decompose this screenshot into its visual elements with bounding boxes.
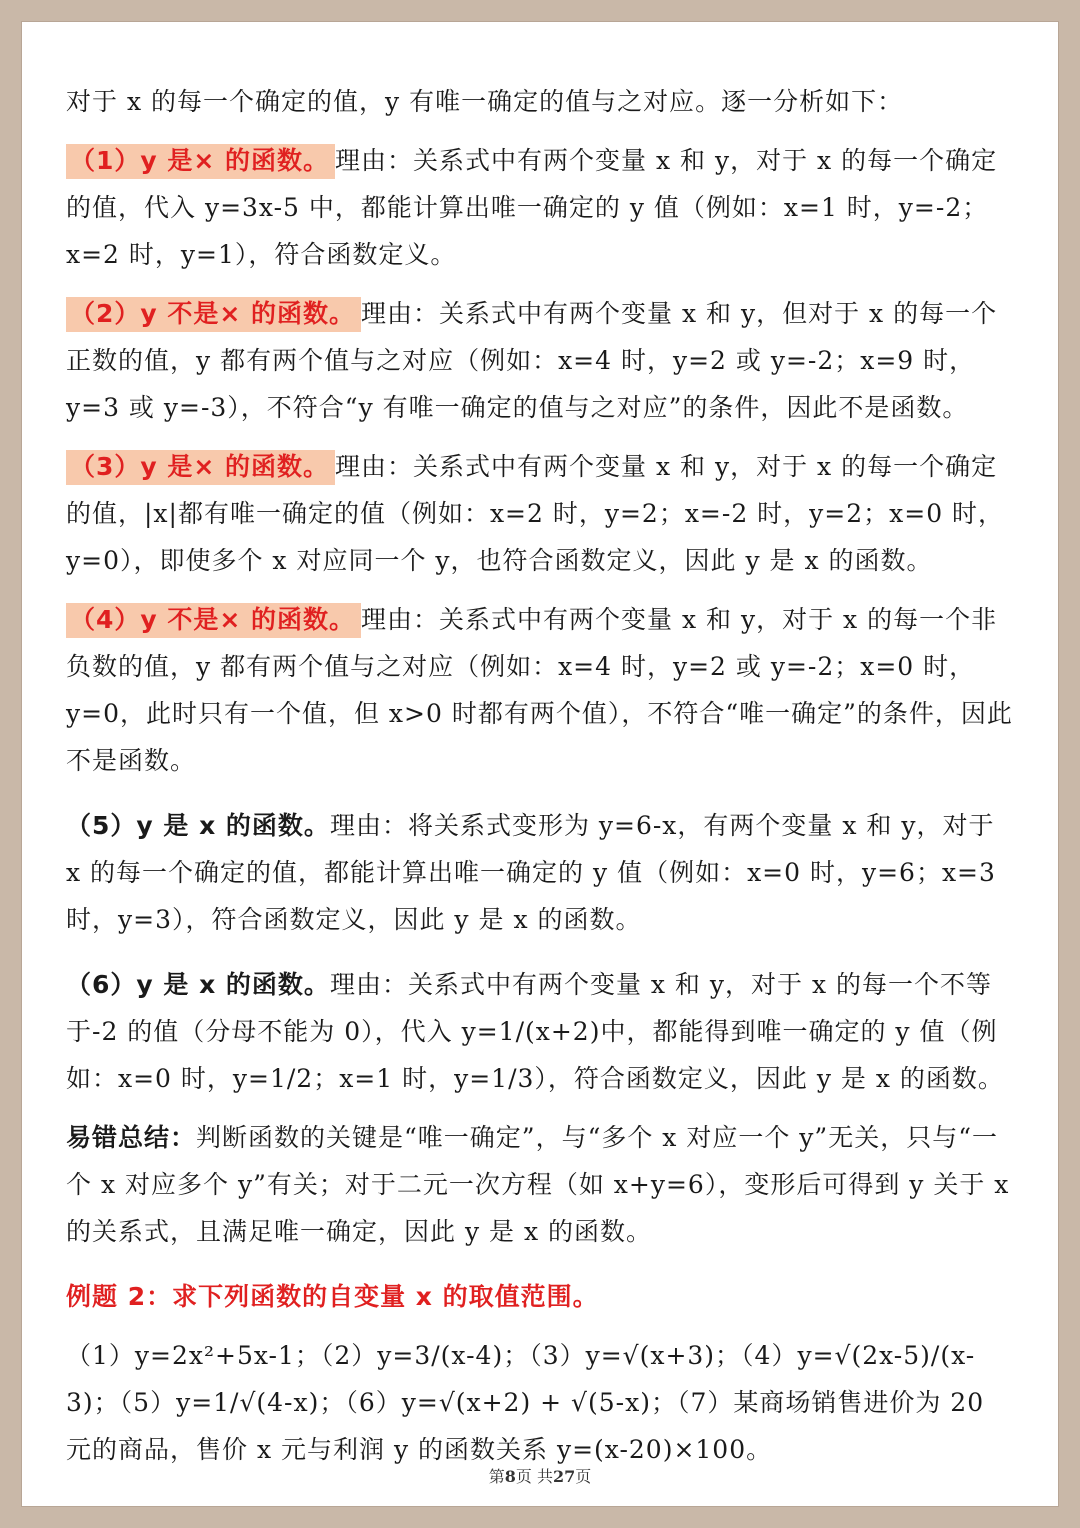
summary-label: 易错总结： (66, 1123, 197, 1152)
item-5-label: （5）y 是 x 的函数。 (66, 811, 330, 840)
item-4 (66, 596, 1016, 784)
footer-suffix: 页 (575, 1467, 592, 1486)
footer-total-pages: 27 (552, 1467, 576, 1486)
item-2-label: （2）y 不是× 的函数。 (66, 297, 361, 332)
item-3-label: （3）y 是× 的函数。 (66, 450, 335, 485)
item-5-text: 理由：将关系式变形为 y=6-x，有两个变量 x 和 y，对于 x 的每一个确定的值，都能计算出唯一确定的 y 值（例如：x=0 时，y=6；x=3 时，y=3），符合函数定义，因此 y 是 x 的函数。 (66, 811, 996, 934)
item-3-text: 理由：关系式中有两个变量 x 和 y，对于 x 的每一个确定的值，|x|都有唯一确定的值（例如：x=2 时，y=2；x=-2 时，y=2；x=0 时，y=0），即使多个 x 对应同一个 y，也符合函数定义，因此 y 是 x 的函数。 (66, 452, 1005, 575)
item-6 (66, 961, 1016, 1102)
document-body (66, 78, 1016, 1473)
example-problems: （1）y=2x²+5x-1；（2）y=3/(x-4)；（3）y=√(x+3)；（4）y=√(2x-5)/(x-3)；（5）y=1/√(4-x)；（6）y=√(x+2) + √(5-x)；（7）某商场销售进价为 20 元的商品，售价 x 元与利润 y 的函数关系 y=(x-20)×100。 (66, 1341, 985, 1464)
summary-paragraph (66, 1114, 1016, 1255)
footer-prefix: 第 (488, 1467, 505, 1486)
item-4-text: 理由：关系式中有两个变量 x 和 y，对于 x 的每一个非负数的值，y 都有两个值与之对应（例如：x=4 时，y=2 或 y=-2；x=0 时，y=0，此时只有一个值，但 x>0 时都有两个值），不符合“唯一确定”的条件，因此不是函数。 (66, 605, 1013, 775)
intro-paragraph: 对于 x 的每一个确定的值，y 有唯一确定的值与之对应。逐一分析如下： (66, 87, 904, 116)
item-4-label: （4）y 不是× 的函数。 (66, 603, 361, 638)
footer-middle: 页 共 (515, 1467, 553, 1486)
footer-page-number: 8 (504, 1467, 516, 1486)
item-1-text: 理由：关系式中有两个变量 x 和 y，对于 x 的每一个确定的值，代入 y=3x-5 中，都能计算出唯一确定的 y 值（例如：x=1 时，y=-2；x=2 时，y=1），符合函数定义。 (66, 146, 998, 269)
item-1-label: （1）y 是× 的函数。 (66, 144, 335, 179)
summary-text: 判断函数的关键是“唯一确定”，与“多个 x 对应一个 y”无关，只与“一个 x 对应多个 y”有关；对于二元一次方程（如 x+y=6），变形后可得到 y 关于 x 的关系式，且满足唯一确定，因此 y 是 x 的函数。 (66, 1123, 1010, 1246)
item-6-label: （6）y 是 x 的函数。 (66, 970, 330, 999)
item-2-text: 理由：关系式中有两个变量 x 和 y，但对于 x 的每一个正数的值，y 都有两个值与之对应（例如：x=4 时，y=2 或 y=-2；x=9 时，y=3 或 y=-3），不符合“y 有唯一确定的值与之对应”的条件，因此不是函数。 (66, 299, 998, 422)
item-2 (66, 290, 1016, 431)
page-footer (22, 1464, 1058, 1487)
item-6-text: 理由：关系式中有两个变量 x 和 y，对于 x 的每一个不等于-2 的值（分母不能为 0），代入 y=1/(x+2)中，都能得到唯一确定的 y 值（例如：x=0 时，y=1/2；x=1 时，y=1/3），符合函数定义，因此 y 是 x 的函数。 (66, 970, 1004, 1093)
document-page (22, 22, 1058, 1506)
item-5 (66, 802, 1016, 943)
item-3 (66, 443, 1016, 584)
item-1 (66, 137, 1016, 278)
example-title: 例题 2：求下列函数的自变量 x 的取值范围。 (66, 1282, 599, 1311)
